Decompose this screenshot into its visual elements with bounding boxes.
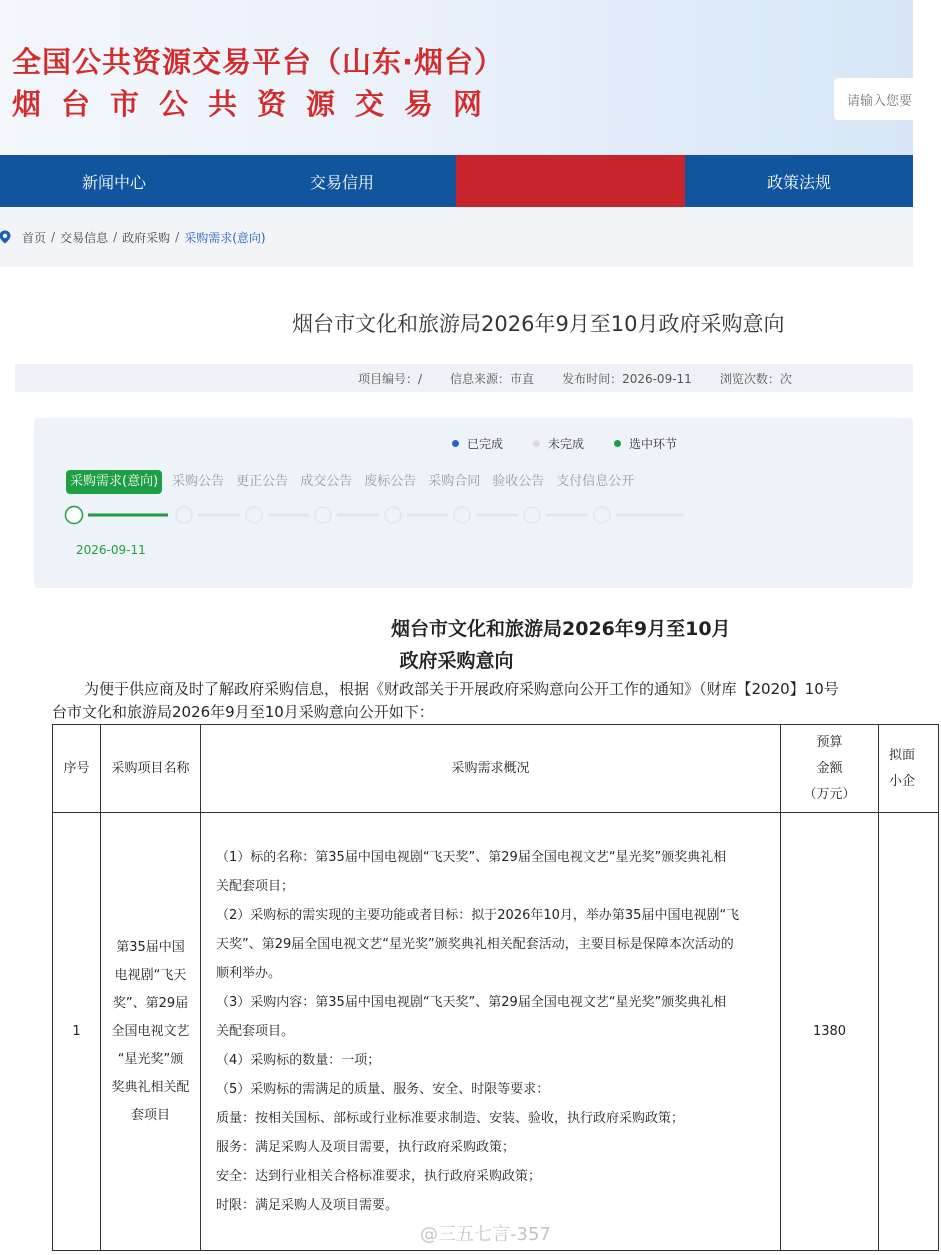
cell-budget: 1380 <box>781 813 879 1251</box>
name-line: 电视剧“飞天 <box>114 967 187 983</box>
desc-line: 质量：按相关国标、部标或行业标准要求制造、安装、验收，执行政府采购政策； <box>216 1111 685 1126</box>
desc-line: 服务：满足采购人及项目需要，执行政府采购政策； <box>216 1140 516 1155</box>
incomplete-dot-icon <box>533 440 540 447</box>
meta-source: 信息来源：市直 <box>450 371 535 386</box>
table-header-row <box>53 725 939 813</box>
watermark: @三五七言-357 <box>420 1224 551 1245</box>
document-intro: 为便于供应商及时了解政府采购信息，根据《财政部关于开展政府采购意向公开工作的通知》（财库【2020】10号 <box>84 680 839 698</box>
meta-project-no: 项目编号：/ <box>358 371 423 386</box>
legend-label: 已完成 <box>467 437 504 451</box>
step-payment[interactable]: 支付信息公开 <box>556 474 635 489</box>
breadcrumb <box>0 207 913 267</box>
desc-line: （4）采购标的数量：一项； <box>216 1053 381 1068</box>
meta-bar <box>15 364 913 392</box>
desc-line: （1）标的名称：第35届中国电视剧“飞天奖”、第29届全国电视文艺“星光奖”颁奖典礼相 <box>216 850 727 865</box>
name-line: “星光奖”颁 <box>117 1051 184 1067</box>
step-abandoned[interactable]: 废标公告 <box>364 474 417 489</box>
progress-track <box>64 505 724 525</box>
desc-line: 安全：达到行业相关合格标准要求，执行政府采购政策； <box>216 1169 542 1184</box>
cell-desc <box>201 813 781 1251</box>
name-line: 第35届中国 <box>116 939 185 955</box>
nav-item-credit[interactable]: 交易信用 <box>309 172 374 192</box>
document-title-line1: 烟台市文化和旅游局2026年9月至10月 <box>391 618 731 640</box>
step-announcement[interactable]: 采购公告 <box>172 474 225 489</box>
legend-label: 选中环节 <box>629 437 678 451</box>
site-header <box>0 0 913 155</box>
step-contract[interactable]: 采购合同 <box>428 474 481 489</box>
search-input[interactable]: 请输入您要 <box>834 78 913 120</box>
header-name: 采购项目名称 <box>101 725 201 813</box>
header-budget-line: 金额 <box>816 760 843 776</box>
progress-panel <box>34 418 913 588</box>
page-title: 烟台市文化和旅游局2026年9月至10月政府采购意向 <box>292 312 785 336</box>
desc-line: （5）采购标的需满足的质量、服务、安全、时限等要求： <box>216 1082 550 1097</box>
name-line: 全国电视文艺 <box>111 1023 190 1039</box>
legend-incomplete <box>533 435 584 452</box>
nav-item-news[interactable]: 新闻中心 <box>81 172 146 192</box>
breadcrumb-gov-procurement[interactable]: 政府采购 <box>122 230 171 245</box>
cell-no: 1 <box>53 813 101 1251</box>
nav-item-active[interactable] <box>456 155 685 207</box>
site-title-line1: 全国公共资源交易平台（山东·烟台） <box>12 45 505 79</box>
legend-completed <box>452 435 503 452</box>
header-sme <box>879 725 939 813</box>
header-budget <box>781 725 879 813</box>
name-line: 套项目 <box>130 1107 170 1123</box>
cell-sme <box>879 813 939 1251</box>
breadcrumb-separator: / <box>113 230 118 244</box>
desc-line: 时限：满足采购人及项目需要。 <box>216 1198 399 1213</box>
completed-dot-icon <box>452 440 459 447</box>
step-deal[interactable]: 成交公告 <box>300 474 353 489</box>
step-correction[interactable]: 更正公告 <box>236 474 289 489</box>
header-budget-line: 预算 <box>816 734 843 750</box>
location-pin-icon <box>0 230 12 244</box>
desc-line: 关配套项目； <box>216 879 295 894</box>
meta-publish-time: 发布时间：2026-09-11 <box>562 371 692 386</box>
desc-line: 天奖”、第29届全国电视文艺“星光奖”颁奖典礼相关配套活动，主要目标是保障本次活动的 <box>216 937 734 952</box>
desc-line: （2）采购标的需实现的主要功能或者目标：拟于2026年10月，举办第35届中国电视剧“飞 <box>216 908 740 923</box>
breadcrumb-separator: / <box>51 230 56 244</box>
meta-views: 浏览次数：次 <box>719 371 792 386</box>
header-sme-line: 拟面 <box>889 747 916 763</box>
completed-date: 2026-09-11 <box>76 543 146 557</box>
step-acceptance[interactable]: 验收公告 <box>492 474 545 489</box>
breadcrumb-current[interactable]: 采购需求(意向) <box>184 230 266 245</box>
site-title-line2: 烟台市公共资源交易网 <box>12 87 503 121</box>
header-no: 序号 <box>53 725 101 813</box>
progress-legend <box>452 435 707 452</box>
progress-steps <box>66 470 646 494</box>
legend-selected <box>614 435 677 452</box>
breadcrumb-separator: / <box>175 230 180 244</box>
nav-item-policy[interactable]: 政策法规 <box>766 172 831 192</box>
legend-label: 未完成 <box>548 437 585 451</box>
cell-name <box>101 813 201 1251</box>
document-intro-line2: 台市文化和旅游局2026年9月至10月采购意向公开如下： <box>52 703 434 721</box>
header-sme-line: 小企 <box>889 773 916 789</box>
table-row <box>53 813 939 1251</box>
desc-line: （3）采购内容：第35届中国电视剧“飞天奖”、第29届全国电视文艺“星光奖”颁奖典礼相 <box>216 995 727 1010</box>
breadcrumb-home[interactable]: 首页 <box>22 230 47 245</box>
breadcrumb-trade-info[interactable]: 交易信息 <box>60 230 109 245</box>
name-line: 奖”、第29届 <box>112 995 189 1011</box>
desc-line: 关配套项目。 <box>216 1024 295 1039</box>
main-nav <box>0 155 913 207</box>
procurement-table <box>52 724 939 1251</box>
desc-line: 顺利举办。 <box>216 966 282 981</box>
step-demand-intent[interactable]: 采购需求(意向) <box>66 470 162 494</box>
header-desc: 采购需求概况 <box>201 725 781 813</box>
document-title-line2: 政府采购意向 <box>399 650 514 672</box>
name-line: 奖典礼相关配 <box>111 1079 190 1095</box>
header-budget-line: （万元） <box>803 786 856 802</box>
selected-dot-icon <box>614 440 621 447</box>
